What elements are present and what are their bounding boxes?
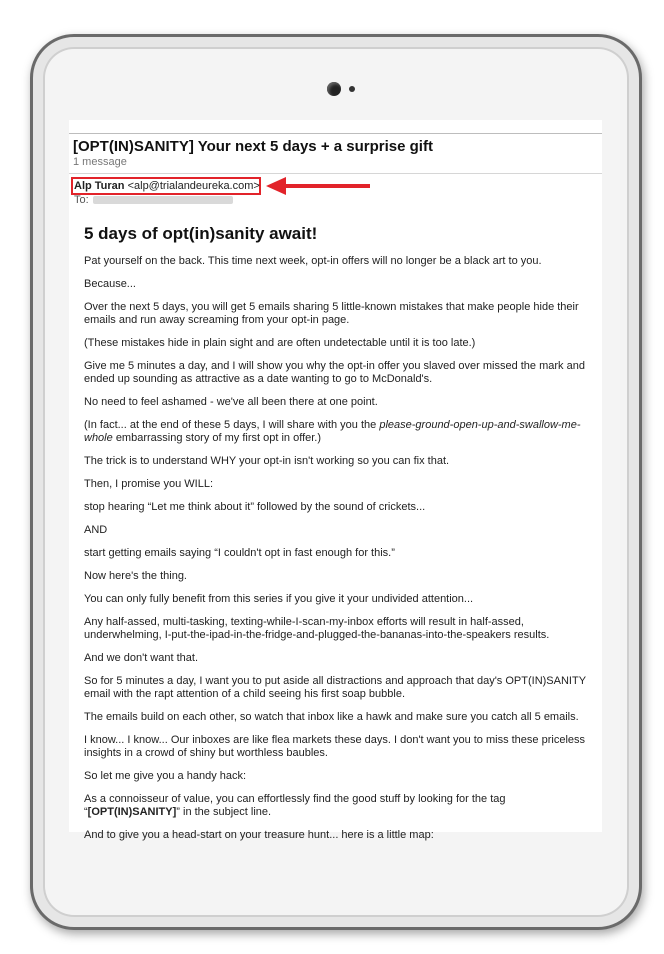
paragraph: I know... I know... Our inboxes are like flea markets these days. I don't want you to miss these priceless insights in a crowd of shiny but worthless baubles. (84, 734, 585, 759)
sender-name: Alp Turan (74, 180, 125, 192)
italic-phrase: please-ground-open-up-and-swallow-me-whole (84, 419, 581, 444)
paragraph: And to give you a head-start on your treasure hunt... here is a little map: (84, 829, 434, 841)
camera-icon (327, 82, 341, 96)
paragraph: So for 5 minutes a day, I want you to put aside all distractions and approach that day's OPT(IN)SANITY email with the rapt attention of a child seeing his first soap bubble. (84, 675, 586, 700)
paragraph: Any half-assed, multi-tasking, texting-while-I-scan-my-inbox efforts will result in half-assed, underwhelming, I-put-the-ipad-in-the-fridge-and-plugged-the-bananas-into-the-speakers results. (84, 616, 550, 641)
paragraph: (These mistakes hide in plain sight and are often undetectable until it is too late.) (84, 337, 476, 349)
paragraph-text: As a connoisseur of value, you can effortlessly find the good stuff by looking for the tag (84, 793, 506, 805)
email-subject: [OPT(IN)SANITY] Your next 5 days + a surprise gift (73, 138, 433, 155)
quote-open: “ (84, 806, 88, 818)
paragraph: start getting emails saying “I couldn't opt in fast enough for this.” (84, 547, 395, 559)
redacted-recipient (93, 196, 233, 204)
email-body (84, 224, 589, 852)
email-heading: 5 days of opt(in)sanity await! (84, 224, 318, 243)
paragraph: No need to feel ashamed - we've all been there at one point. (84, 396, 378, 408)
paragraph (84, 793, 589, 819)
arrow-left-icon (264, 175, 374, 197)
paragraph-text: (In fact... at the end of these 5 days, I will share with you the (84, 419, 377, 431)
email-screen (69, 120, 602, 841)
paragraph-text: ” in the subject line. (176, 806, 272, 818)
paragraph: So let me give you a handy hack: (84, 770, 247, 782)
sender-email: <alp@trialandeureka.com> (127, 180, 260, 192)
to-label: To: (74, 194, 89, 206)
paragraph: Pat yourself on the back. This time next week, opt-in offers will no longer be a black art to you. (84, 255, 542, 267)
sender-line[interactable] (74, 180, 260, 192)
paragraph: The trick is to understand WHY your opt-in isn't working so you can fix that. (84, 455, 450, 467)
paragraph: And we don't want that. (84, 652, 199, 664)
paragraph: Over the next 5 days, you will get 5 emails sharing 5 little-known mistakes that make people hide their emails and run away screaming from your opt-in page. (84, 301, 579, 326)
paragraph: You can only fully benefit from this series if you give it your undivided attention... (84, 593, 474, 605)
paragraph: stop hearing “Let me think about it” followed by the sound of crickets... (84, 501, 426, 513)
paragraph: Then, I promise you WILL: (84, 478, 213, 490)
paragraph: The emails build on each other, so watch that inbox like a hawk and make sure you catch all 5 emails. (84, 711, 579, 723)
paragraph: AND (84, 524, 108, 536)
message-count: 1 message (73, 156, 127, 168)
paragraph: Give me 5 minutes a day, and I will show you why the opt-in offer you slaved over missed the mark and ended up sounding as attractive as a date wanting to go to McDonald's. (84, 360, 585, 385)
paragraph: Now here's the thing. (84, 570, 187, 582)
recipient-line (74, 194, 233, 206)
divider (69, 133, 602, 134)
paragraph-text: embarrassing story of my first opt in offer.) (115, 432, 322, 444)
paragraph: Because... (84, 278, 136, 290)
tag-text: [OPT(IN)SANITY] (87, 806, 177, 818)
sensor-icon (349, 86, 355, 92)
paragraph (84, 419, 589, 445)
divider (69, 173, 602, 174)
